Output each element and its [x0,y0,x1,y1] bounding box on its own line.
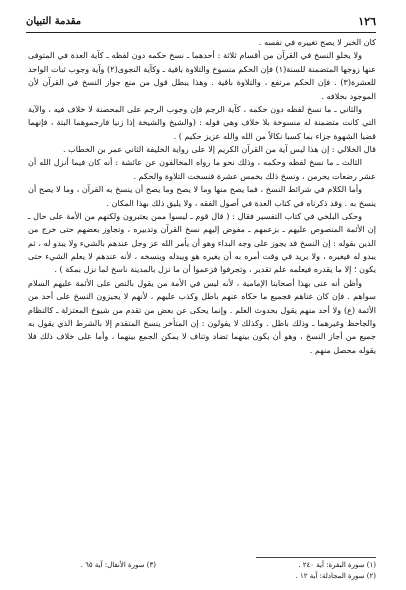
paragraph: الثالث ـ ما نسخ لفظه وحكمه ، وذلك نحو ما رواه المخالفون عن عائشة : أنه كان فيما أنزل الله أن عشر رضعات يحرمن ، ونسخ ذلك بخمس عشرة فنسخت التلاوة والحكم . [28,157,376,181]
paragraph: وحكى البلخي في كتاب التفسير فقال : ( قال قوم ـ ليسوا ممن يعتبرون ولكنهم من الأمة على حال ـ إن الأئمة المنصوص عليهم ـ بزعمهم ـ مفوض إليهم نسخ القرآن وتدبيره ، وتجاوز بعضهم حتى خرج من الدين بقوله : إن النسخ قد يجوز على وجه البداء وهو أن يأمر الله عز وجل عندهم بالشيء ولا يبدو له ، ثم يبدو له فيغيره ، ولا يريد في وقت أمره به أن يغيره هو ويبدله وينسخه ، لأنه عندهم لا يعلم الشيء حتى يكون ؛ إلا ما يقدره فيعلمه علم تقدير ، وتجرفوا فزعموا أن ما نزل بالمدينة ناسخ لما نزل بمكة ) . [28,210,376,275]
page-header [26,12,376,30]
header-rule [26,32,376,33]
paragraph: ولا يخلو النسخ في القرآن من أقسام ثلاثة : أحدهما ـ نسخ حكمه دون لفظه ـ كآية العدة في المتوفى عنها زوجها المتضمنة للسنة(١) فإن الحكم منسوخ والتلاوة باقية ـ وكآية النجوى(٢) وآية وجوب ثبات الواحد للعشرة(٣) . فإن الحكم مرتفع ، والتلاوة باقية . وهذا يبطل قول من منع جواز النسخ في القرآن لأن الموجود بخلافه . [28,50,376,101]
body-text [28,36,376,357]
footnote-row [26,560,376,571]
paragraph: قال الخلالي : إن هذا ليس آية من القرآن الكريم إلا على رواية الخليفة الثاني عمر بن الخطاب . [62,144,376,154]
footnote-row [26,571,376,582]
footnote-1: (١) سورة البقرة: آية ٢٤٠ . [298,561,376,569]
paragraph: كان الخبر لا يصح تغييره في نفسه . [258,37,376,47]
paragraph: وأما الكلام في شرائط النسخ ، فما يصح منها وما لا يصح وما يصح أن ينسخ به القرآن ، وما لا يصح أن ينسخ به . وقد ذكرناه في كتاب العدة في أصول الفقه ، ولا يليق ذلك بهذا المكان . [28,184,376,208]
page-number: ١٢٦ [358,14,376,28]
running-title: مقدمة التبيان [26,15,82,27]
footnote-rule [256,557,376,558]
footnote-2: (٢) سورة المجادلة: آية ١٢ . [295,572,376,580]
footnote-3: (٣) سورة الأنفال: آية ٦٥ . [80,561,156,569]
footnotes [26,560,376,582]
paragraph: والثاني ـ ما نسخ لفظه دون حكمه ، كآية الرجم فإن وجوب الرجم على المحصنة لا خلاف فيه ، والآية التي كانت متضمنة له منسوخة بلا خلاف وهي قوله : (والشيخ والشيخة إذا زنيا فارجموهما البتة ، فإنهما قضيا الشهوة جزاء بما كسبا نكالاً من الله والله عزيز حكيم ) . [28,103,376,141]
paragraph: وأظن أنه عنى بهذا أصحابنا الإمامية ، لأنه ليس في الأمة من يقول بالنص على الأئمة عليهم السلام سواهم . فإن كان عناهم فجميع ما حكاه عنهم باطل وكذب عليهم ، لأنهم لا يجيزون النسخ على أحد من الأئمة (ع) ولا أحد منهم يقول بحدوث العلم . وإنما يحكى عن بعض من تقدم من شيوخ المعتزلة ـ كالنظام والجاحظ وغيرهما ـ وذلك باطل . وكذلك لا يقولون : إن المتأخر ينسخ المتقدم إلا بالشرط الذي يقول به جميع من أجاز النسخ ، وهو أن يكون بينهما تضاد وتناف لا يمكن الجمع بينهما ، وأما على خلاف ذلك فلا يقوله محصل منهم . [28,277,376,355]
